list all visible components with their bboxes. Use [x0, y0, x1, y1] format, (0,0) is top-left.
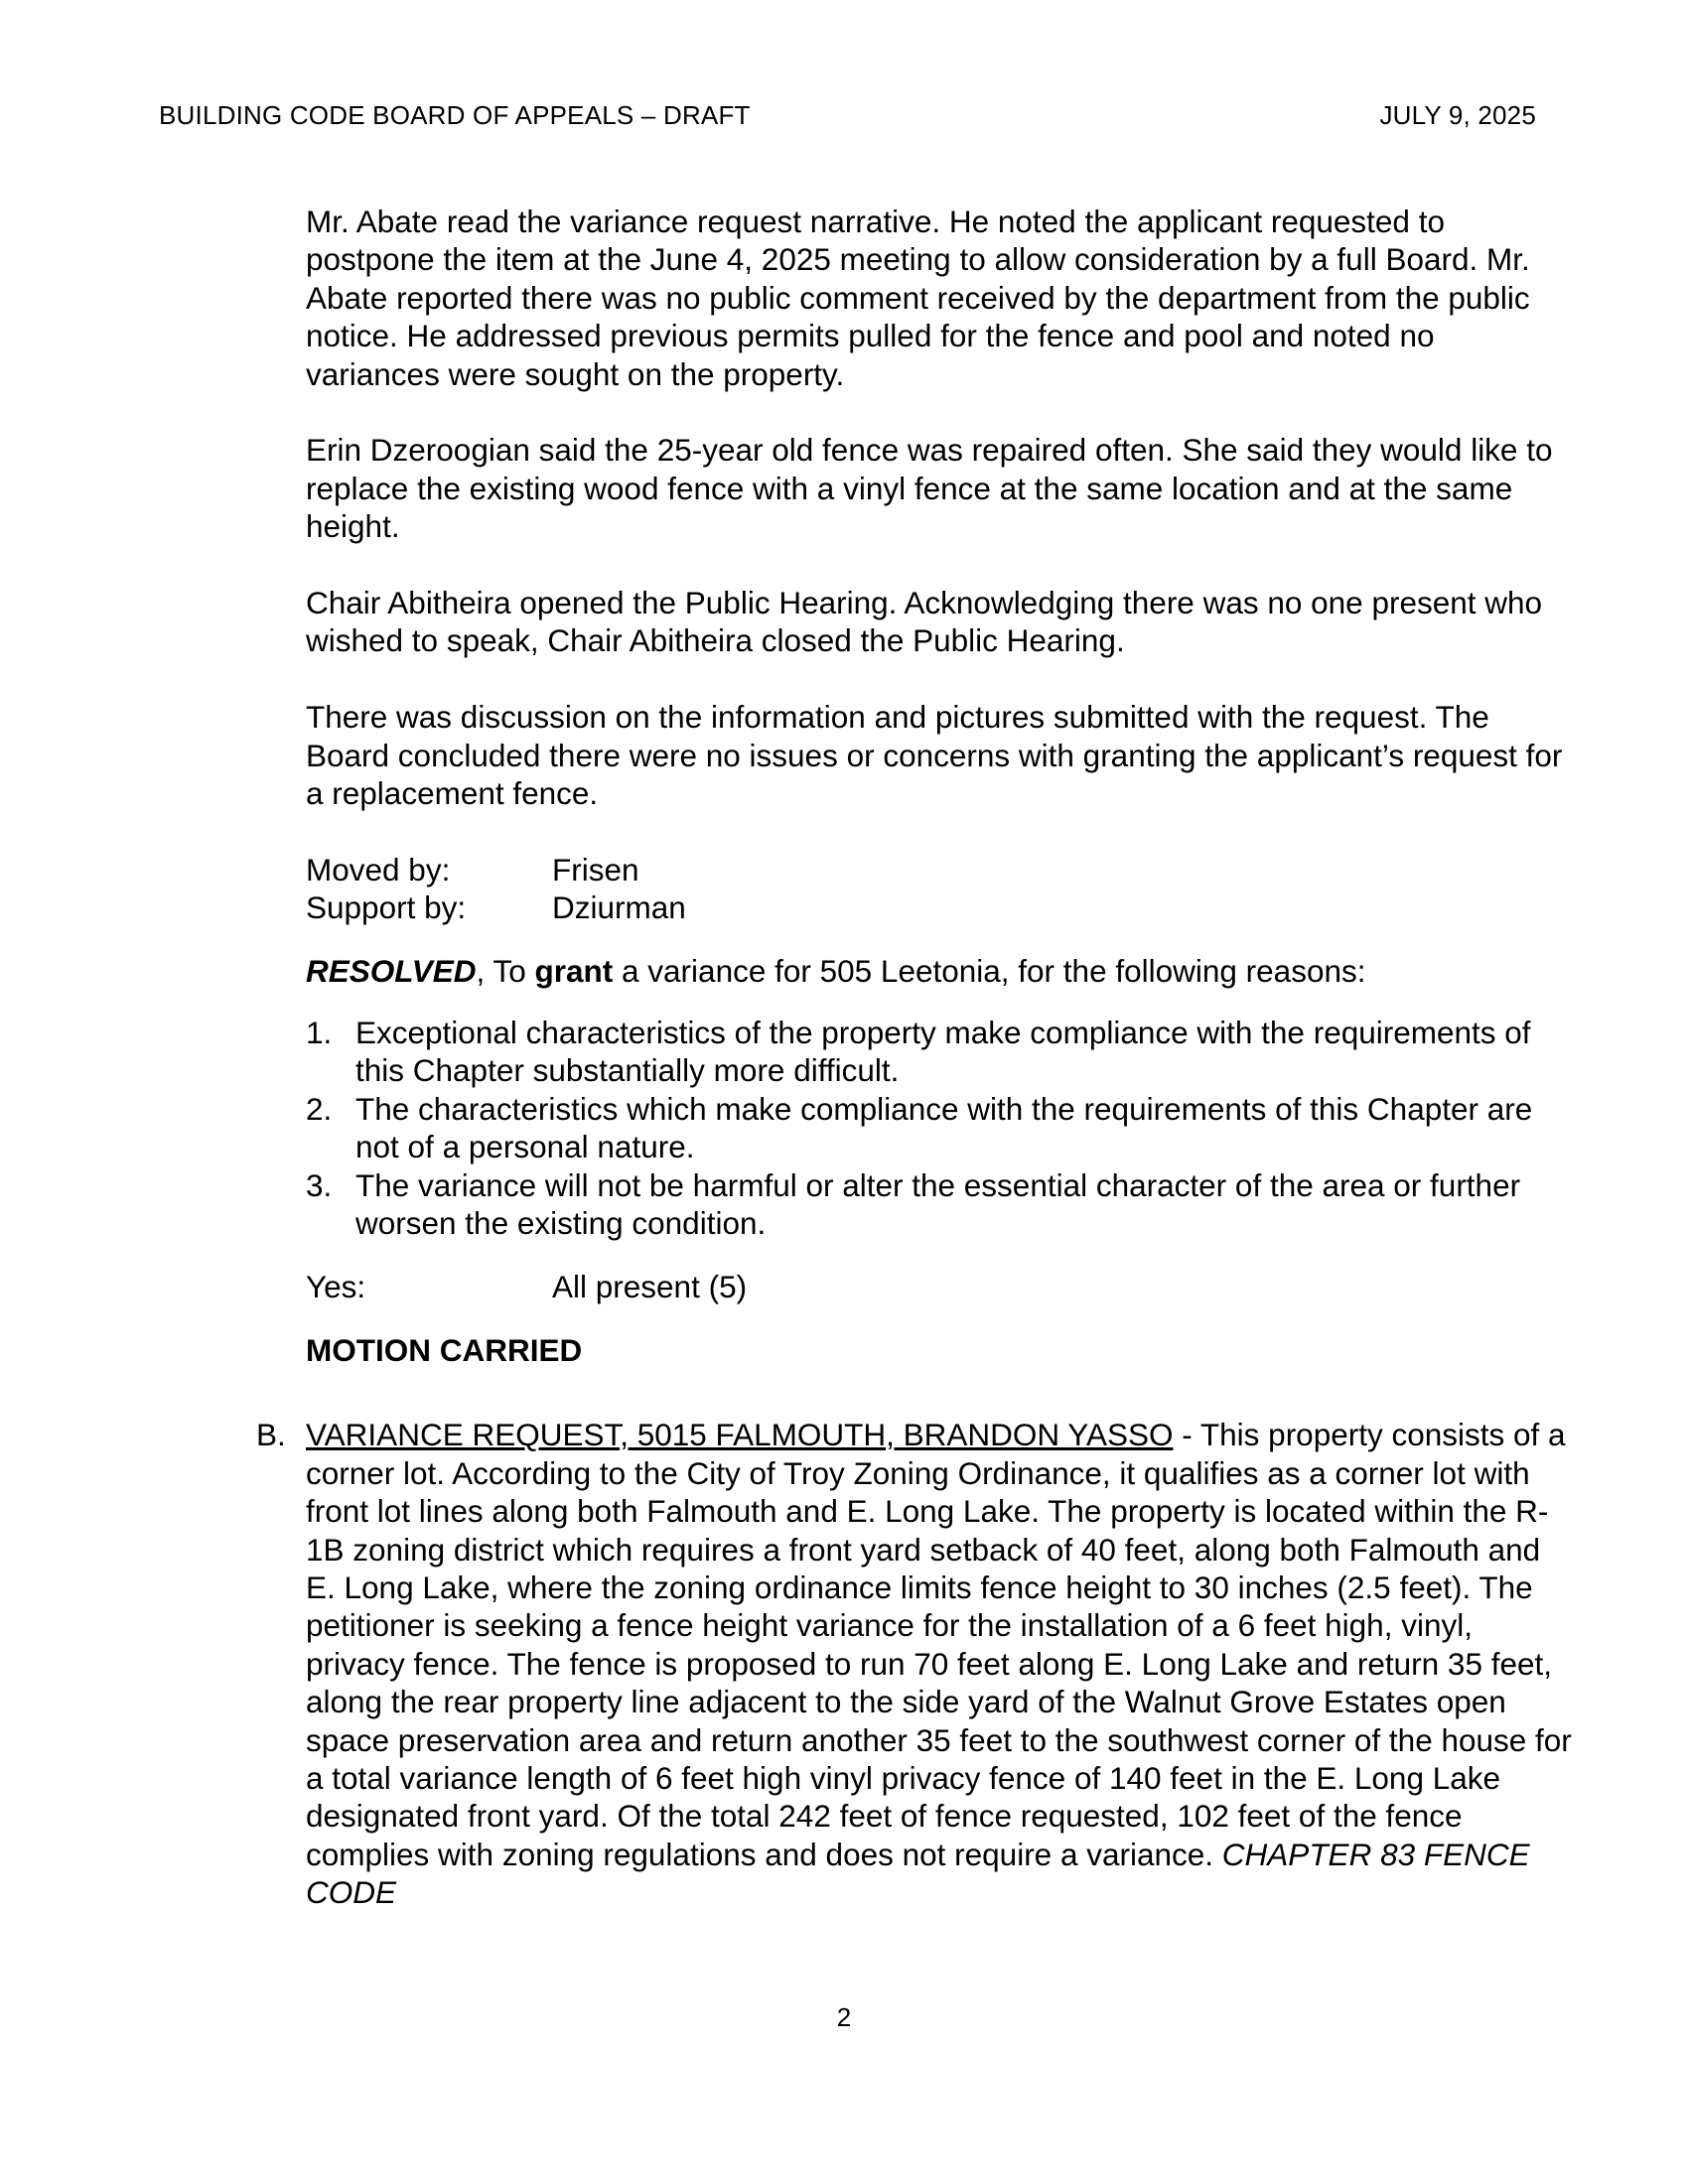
moved-by-row: [306, 851, 1577, 888]
support-by-label: Support by:: [306, 889, 467, 926]
support-by-value: Dziurman: [552, 889, 686, 926]
reason-number: 1.: [306, 1015, 333, 1051]
support-by-row: [306, 888, 1577, 926]
list-item: [306, 1090, 1577, 1166]
reason-number: 3.: [306, 1166, 333, 1203]
paragraph-narrative: Mr. Abate read the variance request narrative. He noted the applicant requested to postpone the item at the June 4, 2025 meeting to allow consideration by a full Board. Mr. Abate reported there was no public comment received by the department from the public notice. He addressed previous permits pulled for the fence and pool and noted no variances were sought on the property.: [306, 204, 1530, 392]
section-text: - This property consists of a corner lot. According to the City of Troy Zoning Ordinance, it qualifies as a corner lot with front lot lines along both Falmouth and E. Long Lake. The property is located within the R-1B zoning district which requires a front yard setback of 40 feet, along both Falmouth and E. Long Lake, where the zoning ordinance limits fence height to 30 inches (2.5 feet). The petitioner is seeking a fence height variance for the installation of a 6 feet high, vinyl, privacy fence. The fence is proposed to run 70 feet along E. Long Lake and return 35 feet, along the rear property line adjacent to the side yard of the Walnut Grove Estates open space preservation area and return another 35 feet to the southwest corner of the house for a total variance length of 6 feet high vinyl privacy fence of 140 feet in the E. Long Lake designated front yard. Of the total 242 feet of fence requested, 102 feet of the fence complies with zoning regulations and does not require a variance.: [306, 1417, 1572, 1872]
paragraph-applicant-statement: Erin Dzeroogian said the 25-year old fence was repaired often. She said they would like to replace the existing wood fence with a vinyl fence at the same location and at the same height.: [306, 432, 1553, 545]
moved-by-label: Moved by:: [306, 851, 451, 887]
header-left: BUILDING CODE BOARD OF APPEALS – DRAFT: [159, 100, 751, 130]
vote-label: Yes:: [306, 1268, 366, 1304]
list-item: [306, 1166, 1577, 1243]
reason-number: 2.: [306, 1090, 333, 1127]
header-date: JULY 9, 2025: [1379, 100, 1536, 130]
reason-text: The characteristics which make compliance with the requirements of this Chapter are not of a personal nature.: [355, 1090, 1533, 1165]
reason-text: The variance will not be harmful or alter the essential character of the area or further worsen the existing condition.: [355, 1166, 1521, 1242]
paragraph-public-hearing: Chair Abitheira opened the Public Hearing. Acknowledging there was no one present who wished to speak, Chair Abitheira closed the Public Hearing.: [306, 585, 1543, 659]
paragraph-discussion: There was discussion on the information and pictures submitted with the request. The Board concluded there were no issues or concerns with granting the applicant’s request for a replacement fence.: [306, 699, 1563, 812]
vote-row: [306, 1268, 1577, 1305]
resolution-line: [306, 952, 1577, 990]
list-item: [306, 1014, 1577, 1090]
moved-by-value: Frisen: [552, 851, 639, 887]
reason-text: Exceptional characteristics of the property make compliance with the requirements of this Chapter substantially more difficult.: [355, 1015, 1531, 1089]
page-number: 2: [836, 2002, 852, 2032]
document-body: [256, 203, 1577, 1912]
section-letter: B.: [256, 1417, 286, 1453]
resolved-keyword: RESOLVED: [306, 952, 477, 989]
reasons-list: [306, 1014, 1577, 1242]
resolution-to: , To: [476, 952, 535, 989]
motion-block: [306, 851, 1577, 927]
section-b: [256, 1416, 1577, 1911]
resolution-rest: a variance for 505 Leetonia, for the following reasons:: [613, 952, 1366, 989]
vote-value: All present (5): [552, 1268, 748, 1304]
section-code-reference: CHAPTER 83 FENCE CODE: [306, 1836, 1530, 1911]
section-title: VARIANCE REQUEST, 5015 FALMOUTH, BRANDON YASSO: [306, 1417, 1174, 1453]
motion-result: MOTION CARRIED: [306, 1331, 583, 1368]
grant-keyword: grant: [534, 952, 614, 989]
